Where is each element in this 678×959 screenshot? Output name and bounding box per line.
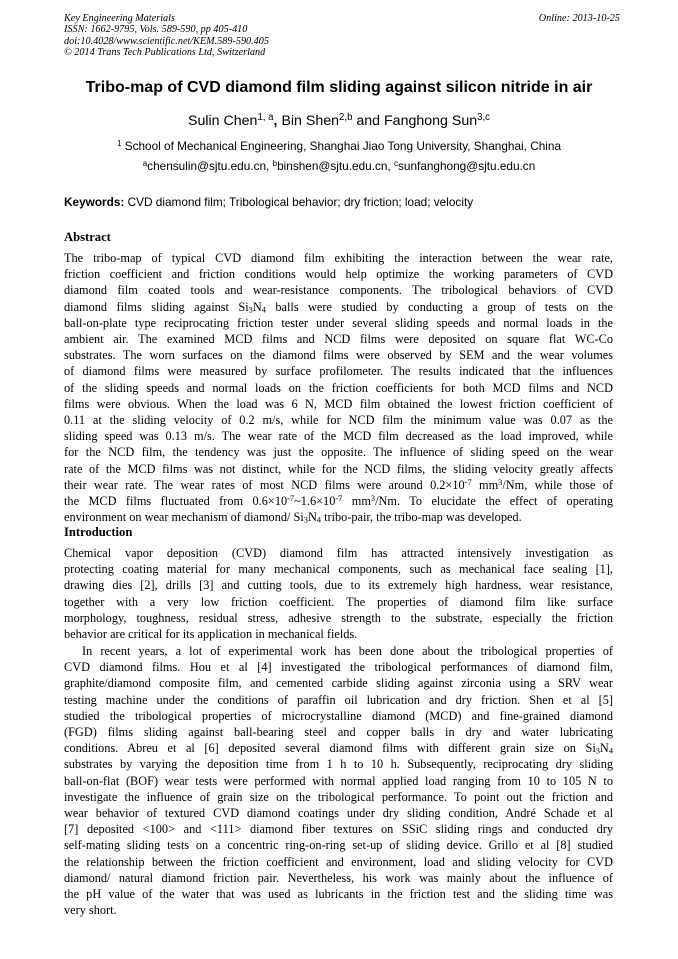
- text-line: for the NCD film, the tendency was just the opposite. The influence of sliding speed on the wear: [64, 445, 613, 460]
- email-link[interactable]: binshen@sjtu.edu.cn,: [277, 159, 391, 173]
- text-line: of the sliding speeds and normal loads on the friction coefficients for both MCD films and NCD: [64, 380, 613, 395]
- text-line: ambient air. The examined MCD films and NCD films were deposited on square flat WC-Co: [64, 332, 613, 347]
- email-mark: a: [142, 159, 148, 168]
- email-mark: b: [272, 159, 278, 168]
- text-line: wear behavior of textured CVD diamond coatings under dry sliding condition, André Schade et al: [64, 806, 613, 821]
- keywords: [64, 195, 473, 209]
- text-line: diamond/ natural diamond friction pair. Nevertheless, his work was mainly about the influence of: [64, 870, 613, 885]
- email-mark: c: [394, 159, 399, 168]
- email-list: [40, 159, 638, 173]
- text-line: together with a very low friction coefficient. The properties of diamond film like surface: [64, 594, 613, 609]
- author-name: Fanghong Sun: [384, 113, 478, 129]
- text-line: 0.11 at the sliding velocity of 0.2 m/s, while for NCD film the minimum value was 0.07 as the: [64, 413, 613, 428]
- text-line: The tribo-map of typical CVD diamond film exhibiting the interaction between the wear rate,: [64, 251, 613, 265]
- text-line: rate of the MCD films was not distinct, while for the NCD films, the sliding velocity greatly affects: [64, 461, 613, 476]
- text-line: friction coefficient and friction conditions would help optimize the working parameters of CVD: [64, 267, 613, 282]
- text-line: environment on wear mechanism of diamond/ $Si_3N_4$ tribo-pair, the tribo-map was developed.: [64, 510, 522, 525]
- author-separator: and: [356, 113, 381, 129]
- text-line: self-mating sliding tests on a concentric ring-on-ring set-up of sliding device. Grillo et al [8] studied: [64, 838, 613, 853]
- email-link[interactable]: chensulin@sjtu.edu.cn,: [147, 159, 270, 173]
- text-line: substrates. The worn surfaces on the diamond films were observed by SEM and the wear volumes: [64, 348, 613, 363]
- affiliation-mark: 1: [116, 139, 122, 148]
- issn-line: ISSN: 1662-9795, Vols. 589-590, pp 405-410: [64, 24, 248, 36]
- publication-info: [64, 13, 269, 59]
- author-affiliation-mark: 1, a: [257, 112, 274, 124]
- text-line: of diamond films were measured by surface profilometer. The results indicated that the influences: [64, 364, 613, 379]
- text-line: ball-on-flat (BOF) wear tests were performed with normal applied load ranging from 10 to 105 N to: [64, 773, 613, 788]
- text-line: films were obvious. When the load was 6 N, MCD film obtained the lowest friction coefficient of: [64, 396, 613, 411]
- text-line: behavior are critical for its application in mechanical fields.: [64, 627, 358, 642]
- text-line: substrates by varying the deposition time from 1 h to 10 h. Subsequently, reciprocating dry sliding: [64, 757, 613, 772]
- journal-name: Key Engineering Materials: [64, 13, 175, 24]
- text-line: conditions. Abreu et al [6] deposited several diamond films with different grain size on $Si_3N_4$: [64, 741, 613, 756]
- text-line: (FGD) films sliding against ball-bearing steel and copper balls in dry and water lubricating: [64, 725, 613, 740]
- author-list: [40, 113, 638, 129]
- text-line: sliding speed was 0.13 m/s. The wear rate of the MCD film decreased as the load improved, while: [64, 429, 613, 444]
- abstract-heading: Abstract: [64, 230, 111, 244]
- text-line: CVD diamond films. Hou et al [4] investigated the tribological performances of diamond film,: [64, 660, 613, 675]
- text-line: Chemical vapor deposition (CVD) diamond film has attracted intensively investigation as: [64, 546, 613, 560]
- introduction-paragraph-1: [64, 545, 613, 642]
- affiliation: [40, 139, 638, 153]
- keywords-text: CVD diamond film; Tribological behavior; dry friction; load; velocity: [127, 195, 474, 209]
- copyright-line: © 2014 Trans Tech Publications Ltd, Switzerland: [64, 47, 266, 59]
- text-line: ball-on-plate type reciprocating friction tester under several sliding speeds and normal loads in the: [64, 315, 613, 330]
- email-link[interactable]: sunfanghong@sjtu.edu.cn: [398, 159, 536, 173]
- author-separator: ,: [273, 113, 278, 129]
- text-line: [7] deposited <100> and <111> diamond fiber textures on SSiC sliding rings and conducted dry: [64, 822, 613, 837]
- text-line: very short.: [64, 903, 117, 918]
- text-line: In recent years, a lot of experimental work has been done about the tribological properties of: [82, 644, 613, 658]
- text-line: the pH value of the water that was used as lubricants in the friction test and the sliding time was: [64, 887, 613, 902]
- text-line: diamond film coated tools and wear-resistance components. The tribological behaviors of CVD: [64, 283, 613, 298]
- text-line: drawing dies [2], drills [3] and cutting tools, due to its extremely high hardness, wear resistance,: [64, 578, 613, 593]
- introduction-paragraph-2: [64, 643, 613, 918]
- text-line: their wear rate. The wear rates of most NCD films were around $0.2\times 10^{-7}$ $mm^3/Nm$, while those of: [64, 477, 613, 492]
- keywords-label: Keywords:: [64, 195, 125, 209]
- author-affiliation-mark: 3,c: [477, 112, 490, 124]
- text-line: graphite/diamond composite film, and cemented carbide sliding against zirconia using a SRV wear: [64, 676, 613, 691]
- text-line: the MCD films fluctuated from $0.6\times 10^{-7}\sim 1.6\times 10^{-7}$ $mm^3/Nm$. To elucidate the effect of operating: [64, 493, 613, 509]
- text-line: the relationship between the friction coefficient and environment, load and sliding velocity for CVD: [64, 854, 613, 869]
- text-line: morphology, toughness, residual stress, adhesive strength to the substrate, especially the friction: [64, 610, 613, 625]
- introduction-heading: Introduction: [64, 525, 133, 539]
- text-line: testing machine under the conditions of paraffin oil lubrication and dry friction. Shen et al [5]: [64, 692, 613, 707]
- text-line: diamond films sliding against $Si_3N_4$ balls were studied by conducting a group of tests on the: [64, 299, 613, 315]
- abstract-body: [64, 250, 613, 525]
- text-line: investigate the influence of grain size on the tribological performance. To point out the friction and: [64, 789, 613, 804]
- paper-title: Tribo-map of CVD diamond film sliding against silicon nitride in air: [85, 79, 593, 96]
- author-affiliation-mark: 2,b: [339, 112, 353, 124]
- online-date: Online: 2013-10-25: [538, 13, 620, 24]
- author-name: Sulin Chen: [188, 113, 258, 129]
- text-line: protecting coating material for many mechanical components, such as mechanical face sealing [1],: [64, 562, 613, 577]
- doi-line: doi:10.4028/www.scientific.net/KEM.589-590.405: [64, 35, 269, 47]
- affiliation-text: School of Mechanical Engineering, Shanghai Jiao Tong University, Shanghai, China: [124, 139, 562, 153]
- author-name: Bin Shen: [281, 113, 340, 129]
- text-line: studied the tribological properties of microcrystalline diamond (MCD) and fine-grained diamond: [64, 708, 613, 723]
